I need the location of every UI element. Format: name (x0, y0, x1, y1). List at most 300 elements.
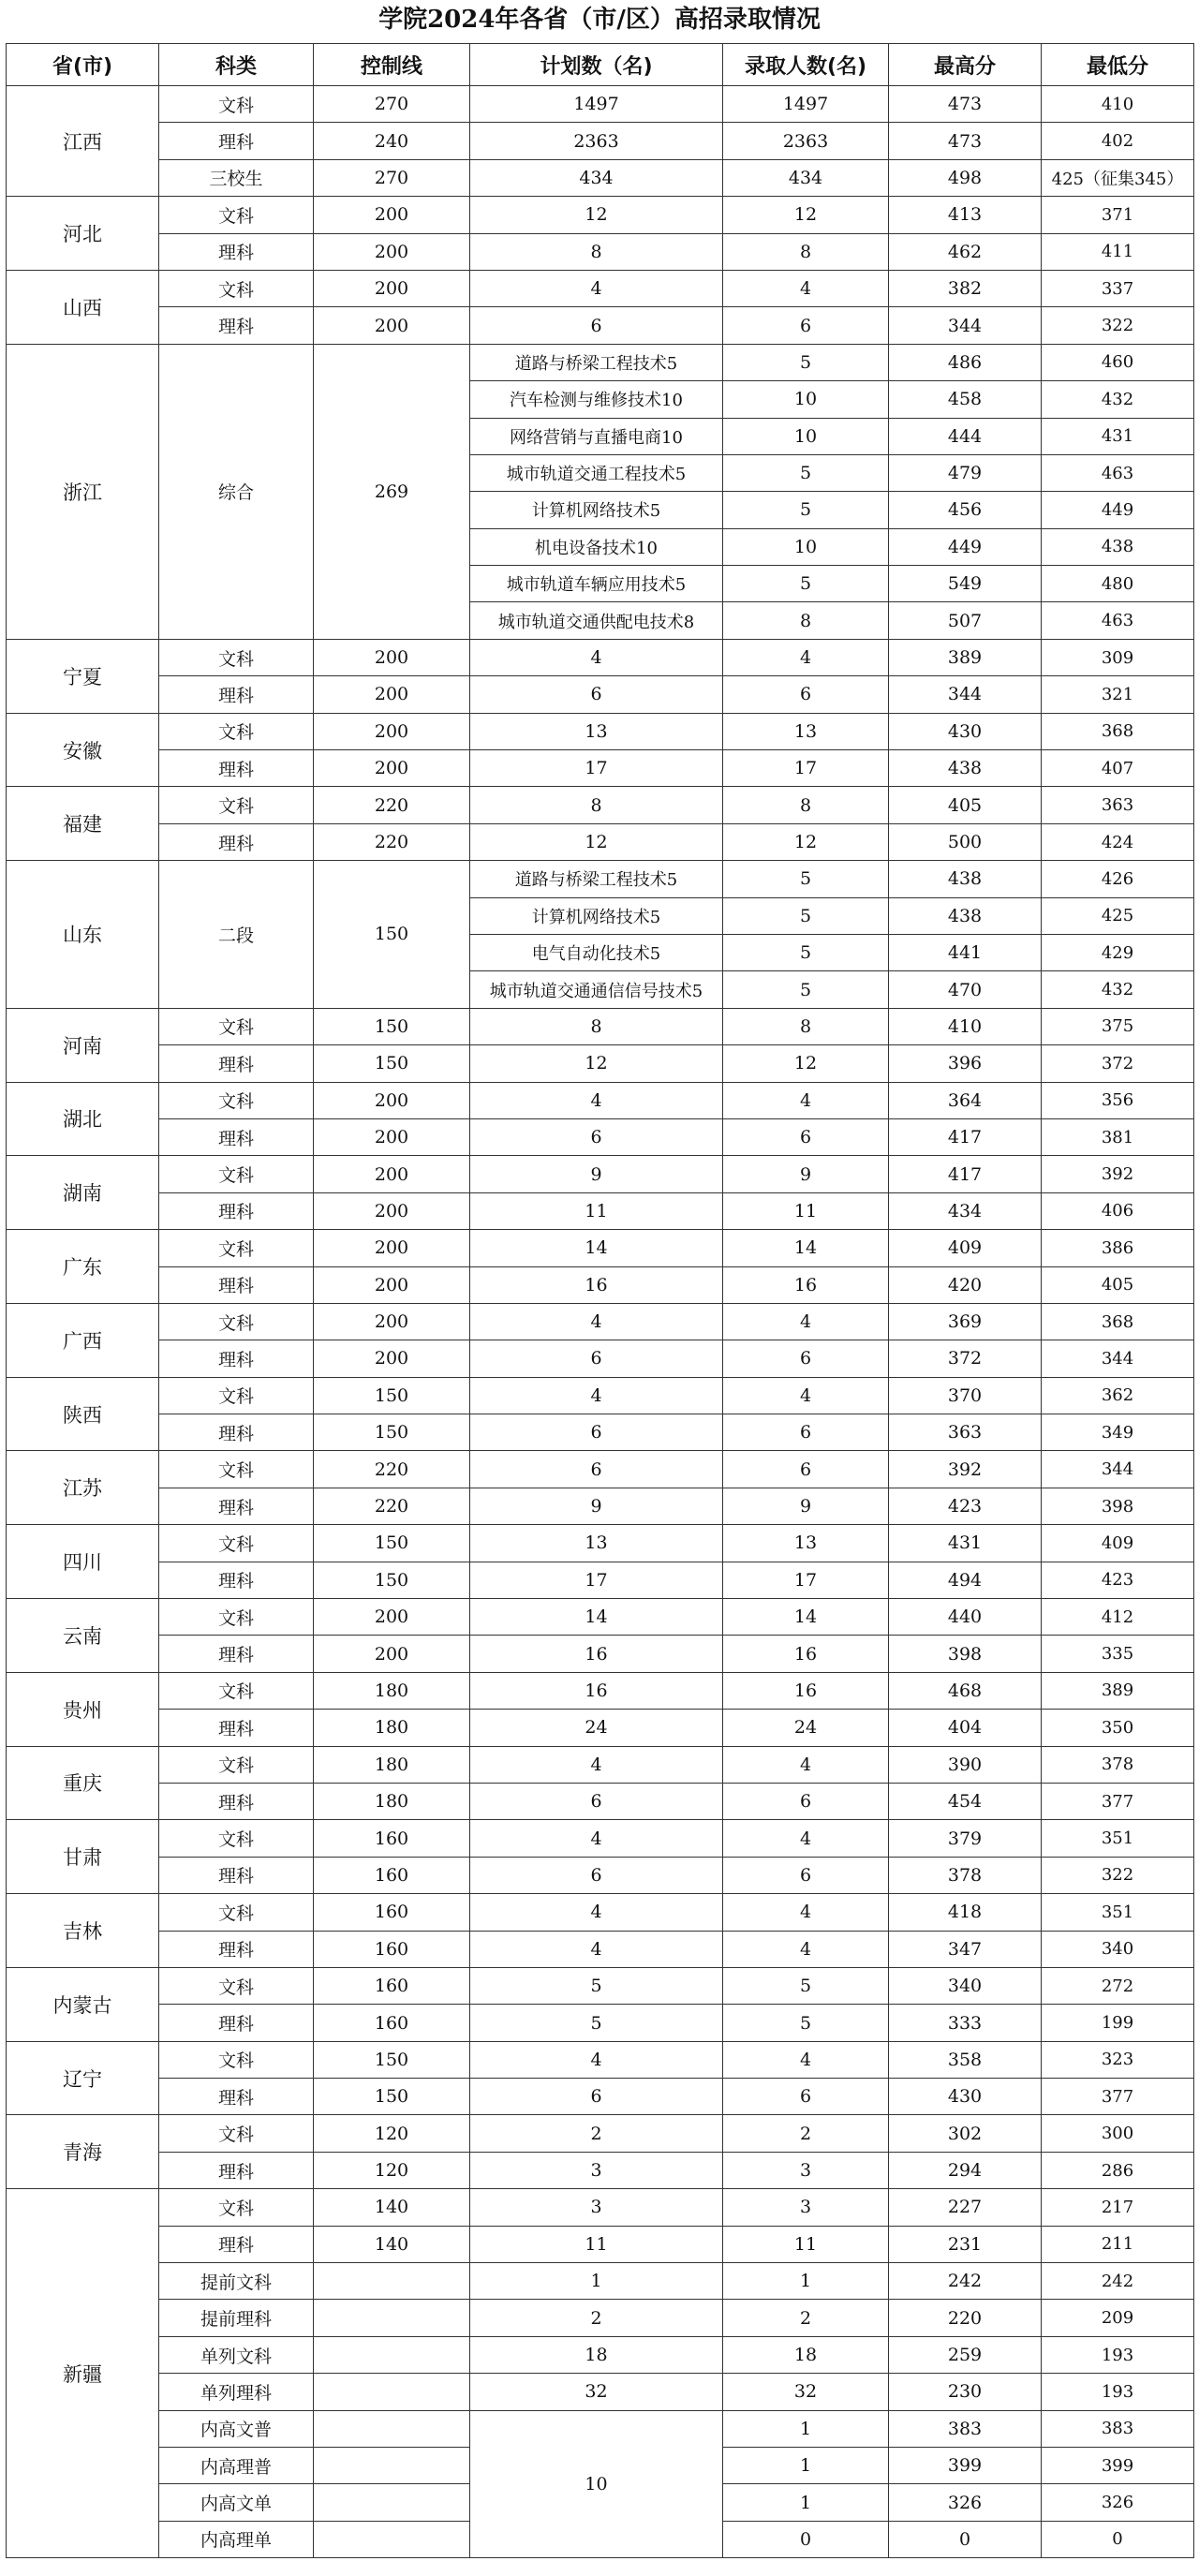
table-row (7, 1340, 1194, 1377)
category-cell: 文科 (159, 1082, 314, 1118)
max-score-cell: 494 (889, 1562, 1042, 1598)
province-cell: 江西 (7, 86, 159, 197)
max-score-cell: 369 (889, 1303, 1042, 1340)
header-control-line: 控制线 (314, 44, 470, 86)
admitted-count-cell: 434 (723, 159, 889, 196)
control-line-cell: 180 (314, 1710, 470, 1746)
major-cell: 电气自动化技术5 (470, 934, 723, 970)
max-score-cell: 344 (889, 676, 1042, 713)
admitted-count-cell: 5 (723, 566, 889, 602)
major-cell: 计算机网络技术5 (470, 897, 723, 934)
table-row (7, 1525, 1194, 1562)
admitted-count-cell: 13 (723, 713, 889, 749)
admitted-count-cell: 6 (723, 1118, 889, 1155)
control-line-cell: 150 (314, 1045, 470, 1082)
province-cell: 新疆 (7, 2189, 159, 2558)
plan-count-cell: 5 (470, 1967, 723, 2004)
min-score-cell: 407 (1042, 750, 1194, 787)
admitted-count-cell: 9 (723, 1488, 889, 1524)
control-line-cell: 220 (314, 787, 470, 823)
admitted-count-cell: 5 (723, 971, 889, 1008)
max-score-cell: 440 (889, 1599, 1042, 1636)
category-cell: 二段 (159, 861, 314, 1009)
category-cell: 理科 (159, 2005, 314, 2041)
control-line-cell: 200 (314, 1118, 470, 1155)
table-row (7, 2152, 1194, 2188)
control-line-cell: 150 (314, 1525, 470, 1562)
category-cell: 文科 (159, 1303, 314, 1340)
max-score-cell: 383 (889, 2410, 1042, 2447)
min-score-cell: 309 (1042, 639, 1194, 675)
plan-count-cell: 12 (470, 823, 723, 860)
max-score-cell: 344 (889, 307, 1042, 344)
admitted-count-cell: 1497 (723, 86, 889, 123)
table-row (7, 787, 1194, 823)
control-line-cell: 160 (314, 1857, 470, 1893)
admitted-count-cell: 11 (723, 1192, 889, 1229)
min-score-cell: 350 (1042, 1710, 1194, 1746)
control-line-cell: 200 (314, 197, 470, 233)
plan-count-cell: 8 (470, 233, 723, 270)
province-cell: 贵州 (7, 1672, 159, 1746)
province-cell: 河北 (7, 197, 159, 271)
control-line-cell (314, 2374, 470, 2410)
plan-count-cell: 4 (470, 1894, 723, 1931)
min-score-cell: 405 (1042, 1266, 1194, 1303)
table-row (7, 2410, 1194, 2447)
max-score-cell: 486 (889, 344, 1042, 380)
min-score-cell: 0 (1042, 2521, 1194, 2557)
table-row (7, 1303, 1194, 1340)
control-line-cell: 220 (314, 1488, 470, 1524)
plan-count-cell: 6 (470, 307, 723, 344)
max-score-cell: 379 (889, 1820, 1042, 1857)
major-cell: 网络营销与直播电商10 (470, 418, 723, 454)
control-line-cell: 160 (314, 1820, 470, 1857)
admitted-count-cell: 4 (723, 2041, 889, 2078)
min-score-cell: 344 (1042, 1451, 1194, 1488)
table-row (7, 861, 1194, 897)
min-score-cell: 431 (1042, 418, 1194, 454)
control-line-cell (314, 2300, 470, 2336)
control-line-cell: 200 (314, 1266, 470, 1303)
category-cell: 理科 (159, 1710, 314, 1746)
max-score-cell: 347 (889, 1931, 1042, 1967)
max-score-cell: 413 (889, 197, 1042, 233)
control-line-cell: 200 (314, 233, 470, 270)
category-cell: 文科 (159, 1525, 314, 1562)
min-score-cell: 449 (1042, 492, 1194, 528)
table-row (7, 1636, 1194, 1672)
admitted-count-cell: 17 (723, 750, 889, 787)
admitted-count-cell: 4 (723, 1377, 889, 1414)
min-score-cell: 463 (1042, 602, 1194, 639)
max-score-cell: 242 (889, 2263, 1042, 2300)
min-score-cell: 193 (1042, 2336, 1194, 2373)
min-score-cell: 386 (1042, 1230, 1194, 1266)
admitted-count-cell: 6 (723, 676, 889, 713)
admitted-count-cell: 6 (723, 1451, 889, 1488)
control-line-cell: 270 (314, 159, 470, 196)
max-score-cell: 438 (889, 897, 1042, 934)
table-row (7, 233, 1194, 270)
control-line-cell: 200 (314, 639, 470, 675)
min-score-cell: 362 (1042, 1377, 1194, 1414)
major-cell: 城市轨道车辆应用技术5 (470, 566, 723, 602)
major-cell: 汽车检测与维修技术10 (470, 381, 723, 418)
plan-count-cell: 4 (470, 2041, 723, 2078)
control-line-cell: 200 (314, 1156, 470, 1192)
table-row (7, 2374, 1194, 2410)
province-cell: 陕西 (7, 1377, 159, 1451)
control-line-cell: 200 (314, 1230, 470, 1266)
header-row (7, 44, 1194, 86)
plan-count-cell: 6 (470, 1118, 723, 1155)
control-line-cell (314, 2448, 470, 2484)
table-row (7, 1894, 1194, 1931)
admitted-count-cell: 8 (723, 787, 889, 823)
admitted-count-cell: 6 (723, 1414, 889, 1451)
category-cell: 理科 (159, 1340, 314, 1377)
plan-count-cell: 17 (470, 1562, 723, 1598)
table-row (7, 159, 1194, 196)
province-cell: 内蒙古 (7, 1967, 159, 2041)
category-cell: 文科 (159, 1008, 314, 1044)
table-body (7, 86, 1194, 2558)
max-score-cell: 392 (889, 1451, 1042, 1488)
admitted-count-cell: 14 (723, 1599, 889, 1636)
min-score-cell: 351 (1042, 1894, 1194, 1931)
plan-count-cell: 13 (470, 713, 723, 749)
min-score-cell: 463 (1042, 454, 1194, 491)
admission-table (6, 43, 1194, 2558)
admitted-count-cell: 0 (723, 2521, 889, 2557)
province-cell: 江苏 (7, 1451, 159, 1525)
max-score-cell: 441 (889, 934, 1042, 970)
header-admitted-count: 录取人数(名) (723, 44, 889, 86)
plan-count-cell: 10 (470, 2410, 723, 2558)
admitted-count-cell: 4 (723, 639, 889, 675)
plan-count-cell: 1497 (470, 86, 723, 123)
category-cell: 理科 (159, 307, 314, 344)
category-cell: 内高文普 (159, 2410, 314, 2447)
control-line-cell: 150 (314, 861, 470, 1009)
min-score-cell: 321 (1042, 676, 1194, 713)
category-cell: 理科 (159, 676, 314, 713)
table-row (7, 1082, 1194, 1118)
control-line-cell: 200 (314, 1192, 470, 1229)
max-score-cell: 479 (889, 454, 1042, 491)
category-cell: 文科 (159, 1746, 314, 1783)
plan-count-cell: 4 (470, 1746, 723, 1783)
table-row (7, 713, 1194, 749)
admitted-count-cell: 9 (723, 1156, 889, 1192)
max-score-cell: 363 (889, 1414, 1042, 1451)
max-score-cell: 409 (889, 1230, 1042, 1266)
category-cell: 单列文科 (159, 2336, 314, 2373)
min-score-cell: 378 (1042, 1746, 1194, 1783)
admitted-count-cell: 1 (723, 2484, 889, 2521)
admitted-count-cell: 5 (723, 861, 889, 897)
admitted-count-cell: 32 (723, 2374, 889, 2410)
control-line-cell: 160 (314, 1967, 470, 2004)
province-cell: 安徽 (7, 713, 159, 787)
admitted-count-cell: 16 (723, 1636, 889, 1672)
admitted-count-cell: 3 (723, 2152, 889, 2188)
plan-count-cell: 9 (470, 1488, 723, 1524)
admitted-count-cell: 1 (723, 2448, 889, 2484)
admitted-count-cell: 5 (723, 934, 889, 970)
province-cell: 广东 (7, 1230, 159, 1304)
max-score-cell: 431 (889, 1525, 1042, 1562)
control-line-cell: 150 (314, 2079, 470, 2115)
max-score-cell: 405 (889, 787, 1042, 823)
min-score-cell: 398 (1042, 1488, 1194, 1524)
admitted-count-cell: 6 (723, 307, 889, 344)
table-row (7, 2115, 1194, 2152)
min-score-cell: 193 (1042, 2374, 1194, 2410)
admitted-count-cell: 8 (723, 1008, 889, 1044)
max-score-cell: 549 (889, 566, 1042, 602)
min-score-cell: 409 (1042, 1525, 1194, 1562)
min-score-cell: 425 (1042, 897, 1194, 934)
max-score-cell: 231 (889, 2226, 1042, 2262)
header-min-score: 最低分 (1042, 44, 1194, 86)
max-score-cell: 417 (889, 1118, 1042, 1155)
header-category: 科类 (159, 44, 314, 86)
max-score-cell: 449 (889, 528, 1042, 565)
plan-count-cell: 12 (470, 197, 723, 233)
control-line-cell: 180 (314, 1783, 470, 1819)
table-row (7, 1599, 1194, 1636)
table-row (7, 2189, 1194, 2226)
admitted-count-cell: 12 (723, 823, 889, 860)
min-score-cell: 217 (1042, 2189, 1194, 2226)
plan-count-cell: 6 (470, 1414, 723, 1451)
category-cell: 理科 (159, 1192, 314, 1229)
min-score-cell: 199 (1042, 2005, 1194, 2041)
max-score-cell: 410 (889, 1008, 1042, 1044)
table-row (7, 823, 1194, 860)
min-score-cell: 424 (1042, 823, 1194, 860)
admitted-count-cell: 5 (723, 897, 889, 934)
category-cell: 文科 (159, 1377, 314, 1414)
table-row (7, 639, 1194, 675)
category-cell: 文科 (159, 1672, 314, 1709)
control-line-cell: 140 (314, 2226, 470, 2262)
control-line-cell: 200 (314, 307, 470, 344)
control-line-cell (314, 2521, 470, 2557)
category-cell: 内高文单 (159, 2484, 314, 2521)
min-score-cell: 381 (1042, 1118, 1194, 1155)
max-score-cell: 230 (889, 2374, 1042, 2410)
max-score-cell: 498 (889, 159, 1042, 196)
plan-count-cell: 24 (470, 1710, 723, 1746)
table-row (7, 750, 1194, 787)
major-cell: 道路与桥梁工程技术5 (470, 344, 723, 380)
control-line-cell: 150 (314, 1562, 470, 1598)
page-title: 学院2024年各省（市/区）高招录取情况 (378, 6, 821, 34)
admitted-count-cell: 14 (723, 1230, 889, 1266)
min-score-cell: 326 (1042, 2484, 1194, 2521)
admitted-count-cell: 2363 (723, 123, 889, 159)
min-score-cell: 425（征集345） (1042, 159, 1194, 196)
table-row (7, 1230, 1194, 1266)
max-score-cell: 430 (889, 713, 1042, 749)
max-score-cell: 370 (889, 1377, 1042, 1414)
plan-count-cell: 14 (470, 1230, 723, 1266)
province-cell: 辽宁 (7, 2041, 159, 2115)
admitted-count-cell: 10 (723, 381, 889, 418)
table-row (7, 1118, 1194, 1155)
category-cell: 内高理普 (159, 2448, 314, 2484)
max-score-cell: 294 (889, 2152, 1042, 2188)
admitted-count-cell: 8 (723, 233, 889, 270)
min-score-cell: 438 (1042, 528, 1194, 565)
province-cell: 广西 (7, 1303, 159, 1377)
table-row (7, 1562, 1194, 1598)
category-cell: 三校生 (159, 159, 314, 196)
plan-count-cell: 6 (470, 1451, 723, 1488)
table-row (7, 1820, 1194, 1857)
control-line-cell (314, 2336, 470, 2373)
province-cell: 甘肃 (7, 1820, 159, 1894)
admitted-count-cell: 4 (723, 1082, 889, 1118)
category-cell: 理科 (159, 1636, 314, 1672)
max-score-cell: 458 (889, 381, 1042, 418)
admitted-count-cell: 4 (723, 1931, 889, 1967)
admitted-count-cell: 10 (723, 528, 889, 565)
min-score-cell: 351 (1042, 1820, 1194, 1857)
plan-count-cell: 3 (470, 2152, 723, 2188)
admitted-count-cell: 6 (723, 1857, 889, 1893)
admitted-count-cell: 5 (723, 454, 889, 491)
plan-count-cell: 1 (470, 2263, 723, 2300)
category-cell: 提前文科 (159, 2263, 314, 2300)
category-cell: 文科 (159, 1894, 314, 1931)
category-cell: 文科 (159, 86, 314, 123)
min-score-cell: 432 (1042, 381, 1194, 418)
min-score-cell: 300 (1042, 2115, 1194, 2152)
admitted-count-cell: 12 (723, 1045, 889, 1082)
plan-count-cell: 16 (470, 1266, 723, 1303)
control-line-cell: 269 (314, 344, 470, 639)
max-score-cell: 302 (889, 2115, 1042, 2152)
category-cell: 文科 (159, 270, 314, 306)
table-row (7, 1967, 1194, 2004)
plan-count-cell: 2363 (470, 123, 723, 159)
max-score-cell: 500 (889, 823, 1042, 860)
control-line-cell: 180 (314, 1746, 470, 1783)
header-plan-count: 计划数（名) (470, 44, 723, 86)
category-cell: 综合 (159, 344, 314, 639)
plan-count-cell: 9 (470, 1156, 723, 1192)
plan-count-cell: 6 (470, 1783, 723, 1819)
max-score-cell: 358 (889, 2041, 1042, 2078)
plan-count-cell: 2 (470, 2300, 723, 2336)
control-line-cell (314, 2484, 470, 2521)
plan-count-cell: 18 (470, 2336, 723, 2373)
admitted-count-cell: 4 (723, 270, 889, 306)
table-row (7, 1377, 1194, 1414)
category-cell: 理科 (159, 1266, 314, 1303)
category-cell: 文科 (159, 2041, 314, 2078)
plan-count-cell: 32 (470, 2374, 723, 2410)
category-cell: 理科 (159, 1931, 314, 1967)
min-score-cell: 375 (1042, 1008, 1194, 1044)
table-row (7, 1266, 1194, 1303)
table-row (7, 1710, 1194, 1746)
admitted-count-cell: 3 (723, 2189, 889, 2226)
plan-count-cell: 16 (470, 1672, 723, 1709)
table-row (7, 2336, 1194, 2373)
province-cell: 河南 (7, 1008, 159, 1082)
min-score-cell: 337 (1042, 270, 1194, 306)
admitted-count-cell: 4 (723, 1303, 889, 1340)
major-cell: 道路与桥梁工程技术5 (470, 861, 723, 897)
category-cell: 理科 (159, 823, 314, 860)
plan-count-cell: 6 (470, 2079, 723, 2115)
category-cell: 理科 (159, 1562, 314, 1598)
control-line-cell: 220 (314, 1451, 470, 1488)
control-line-cell: 200 (314, 1303, 470, 1340)
max-score-cell: 259 (889, 2336, 1042, 2373)
min-score-cell: 429 (1042, 934, 1194, 970)
admitted-count-cell: 1 (723, 2263, 889, 2300)
max-score-cell: 418 (889, 1894, 1042, 1931)
max-score-cell: 333 (889, 2005, 1042, 2041)
table-row (7, 1672, 1194, 1709)
table-row (7, 676, 1194, 713)
admitted-count-cell: 12 (723, 197, 889, 233)
category-cell: 理科 (159, 1045, 314, 1082)
table-row (7, 1746, 1194, 1783)
plan-count-cell: 16 (470, 1636, 723, 1672)
table-row (7, 2041, 1194, 2078)
max-score-cell: 430 (889, 2079, 1042, 2115)
min-score-cell: 410 (1042, 86, 1194, 123)
admitted-count-cell: 5 (723, 1967, 889, 2004)
admitted-count-cell: 10 (723, 418, 889, 454)
table-row (7, 86, 1194, 123)
table-row (7, 197, 1194, 233)
table-row (7, 2226, 1194, 2262)
admitted-count-cell: 5 (723, 492, 889, 528)
plan-count-cell: 2 (470, 2115, 723, 2152)
min-score-cell: 272 (1042, 1967, 1194, 2004)
table-row (7, 1488, 1194, 1524)
min-score-cell: 383 (1042, 2410, 1194, 2447)
max-score-cell: 340 (889, 1967, 1042, 2004)
min-score-cell: 323 (1042, 2041, 1194, 2078)
province-cell: 浙江 (7, 344, 159, 639)
control-line-cell: 160 (314, 1894, 470, 1931)
category-cell: 内高理单 (159, 2521, 314, 2557)
table-row (7, 1045, 1194, 1082)
plan-count-cell: 434 (470, 159, 723, 196)
plan-count-cell: 4 (470, 270, 723, 306)
min-score-cell: 480 (1042, 566, 1194, 602)
table-row (7, 1931, 1194, 1967)
max-score-cell: 423 (889, 1488, 1042, 1524)
max-score-cell: 326 (889, 2484, 1042, 2521)
province-cell: 山东 (7, 861, 159, 1009)
admitted-count-cell: 6 (723, 1783, 889, 1819)
category-cell: 文科 (159, 1230, 314, 1266)
max-score-cell: 220 (889, 2300, 1042, 2336)
max-score-cell: 399 (889, 2448, 1042, 2484)
plan-count-cell: 6 (470, 676, 723, 713)
